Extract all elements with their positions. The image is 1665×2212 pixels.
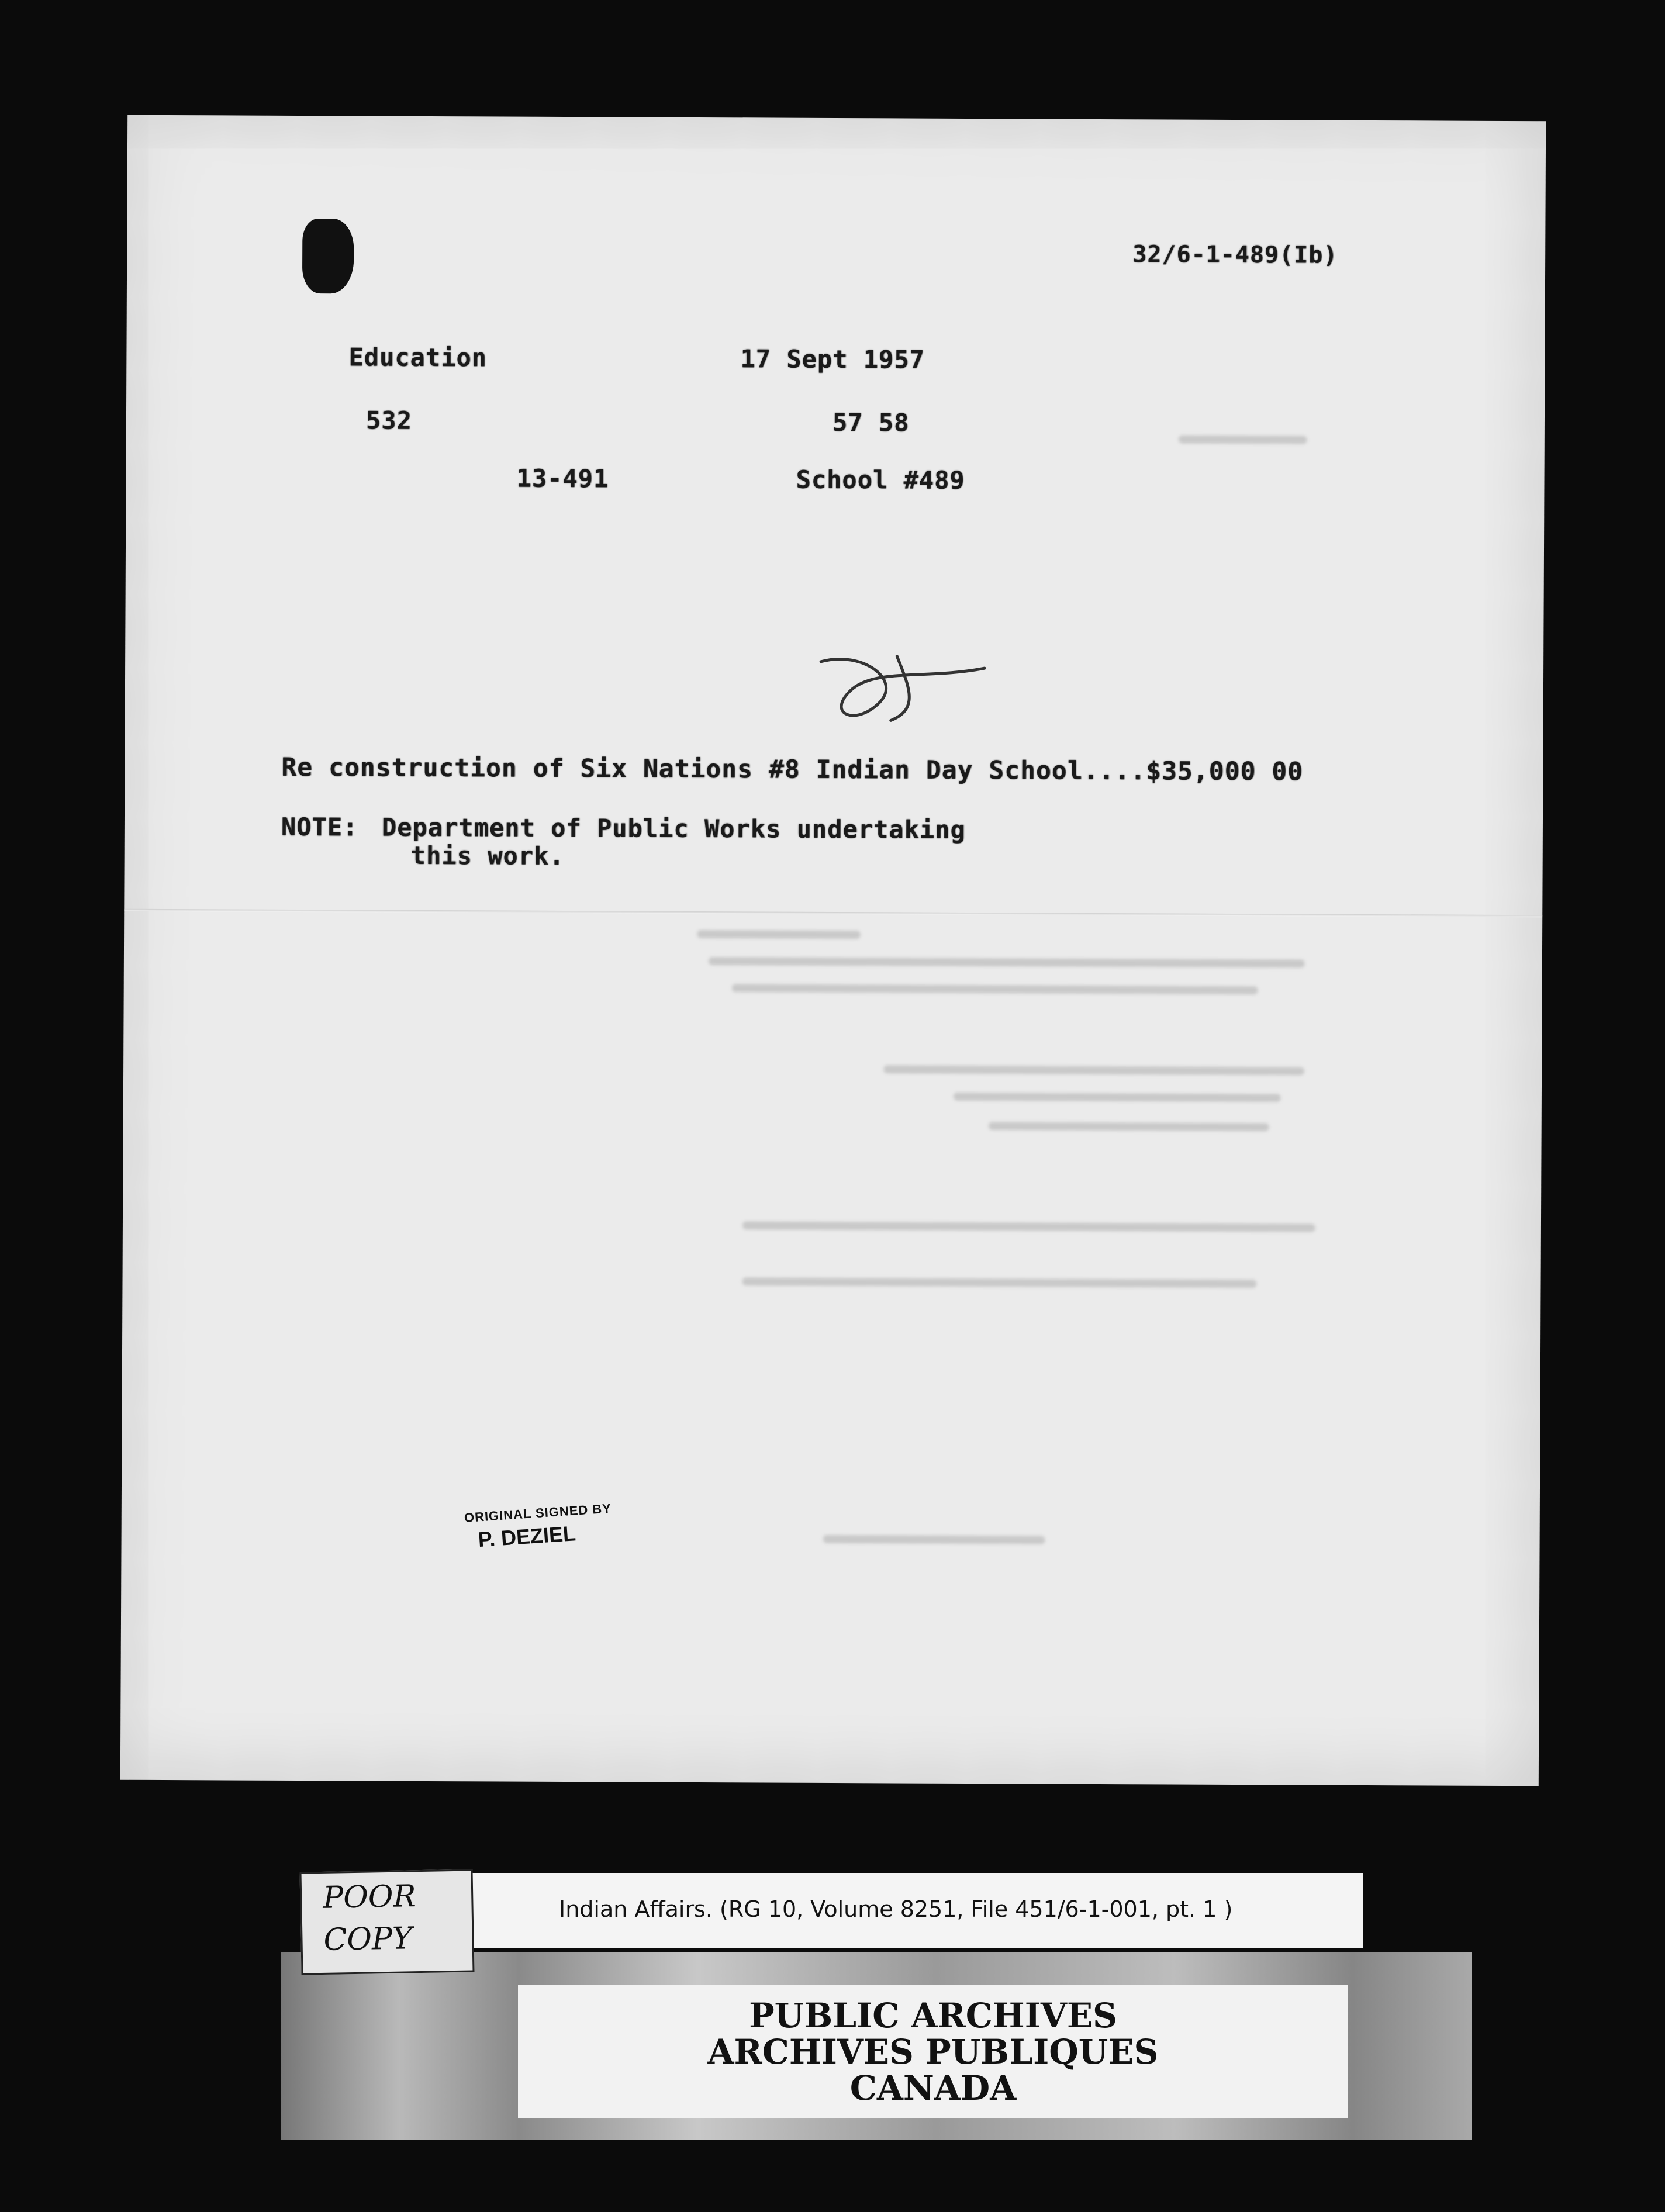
archives-line-country: CANADA bbox=[849, 2068, 1017, 2108]
paper-fold bbox=[124, 909, 1542, 918]
note-prefix: NOTE: bbox=[281, 812, 358, 842]
school-number: School #489 bbox=[796, 465, 965, 495]
handwritten-mark bbox=[809, 644, 1008, 732]
poor-copy-tag-line2: COPY bbox=[323, 1921, 413, 1958]
citation-text: Indian Affairs. (RG 10, Volume 8251, File 451/6-1-001, pt. 1 ) bbox=[559, 1896, 1233, 1922]
bleed-through-smudge bbox=[1179, 436, 1307, 444]
bleed-through-smudge bbox=[823, 1535, 1045, 1544]
note-line-1: Department of Public Works undertaking bbox=[381, 813, 966, 844]
fiscal-year: 57 58 bbox=[832, 407, 910, 437]
citation-label bbox=[472, 1873, 1363, 1948]
department-label: Education bbox=[348, 343, 488, 372]
note-line-2: this work. bbox=[410, 841, 565, 870]
bleed-through-smudge bbox=[732, 984, 1258, 994]
archive-plate bbox=[518, 1985, 1348, 2118]
item-line: Re construction of Six Nations #8 Indian Day School....$35,000 00 bbox=[281, 752, 1304, 787]
bleed-through-smudge bbox=[709, 957, 1305, 967]
bleed-through-smudge bbox=[989, 1122, 1269, 1131]
code-number: 532 bbox=[365, 406, 412, 435]
bleed-through-smudge bbox=[883, 1065, 1304, 1075]
poor-copy-tag bbox=[299, 1869, 474, 1975]
account-number: 13-491 bbox=[516, 464, 609, 493]
bleed-through-smudge bbox=[697, 930, 861, 939]
bleed-through-smudge bbox=[742, 1277, 1256, 1288]
ink-blot bbox=[302, 219, 354, 293]
archives-line-french: ARCHIVES PUBLIQUES bbox=[707, 2032, 1159, 2072]
poor-copy-tag-line1: POOR bbox=[322, 1879, 417, 1916]
document-date: 17 Sept 1957 bbox=[740, 344, 925, 374]
signature-stamp-name: P. DEZIEL bbox=[477, 1521, 577, 1552]
signature-stamp-label: ORIGINAL SIGNED BY bbox=[464, 1501, 612, 1526]
archives-line-english: PUBLIC ARCHIVES bbox=[749, 1996, 1117, 2035]
bleed-through-smudge bbox=[954, 1093, 1281, 1102]
bleed-through-smudge bbox=[742, 1221, 1315, 1232]
file-reference: 32/6-1-489(Ib) bbox=[1132, 241, 1338, 269]
document-page bbox=[120, 115, 1546, 1786]
